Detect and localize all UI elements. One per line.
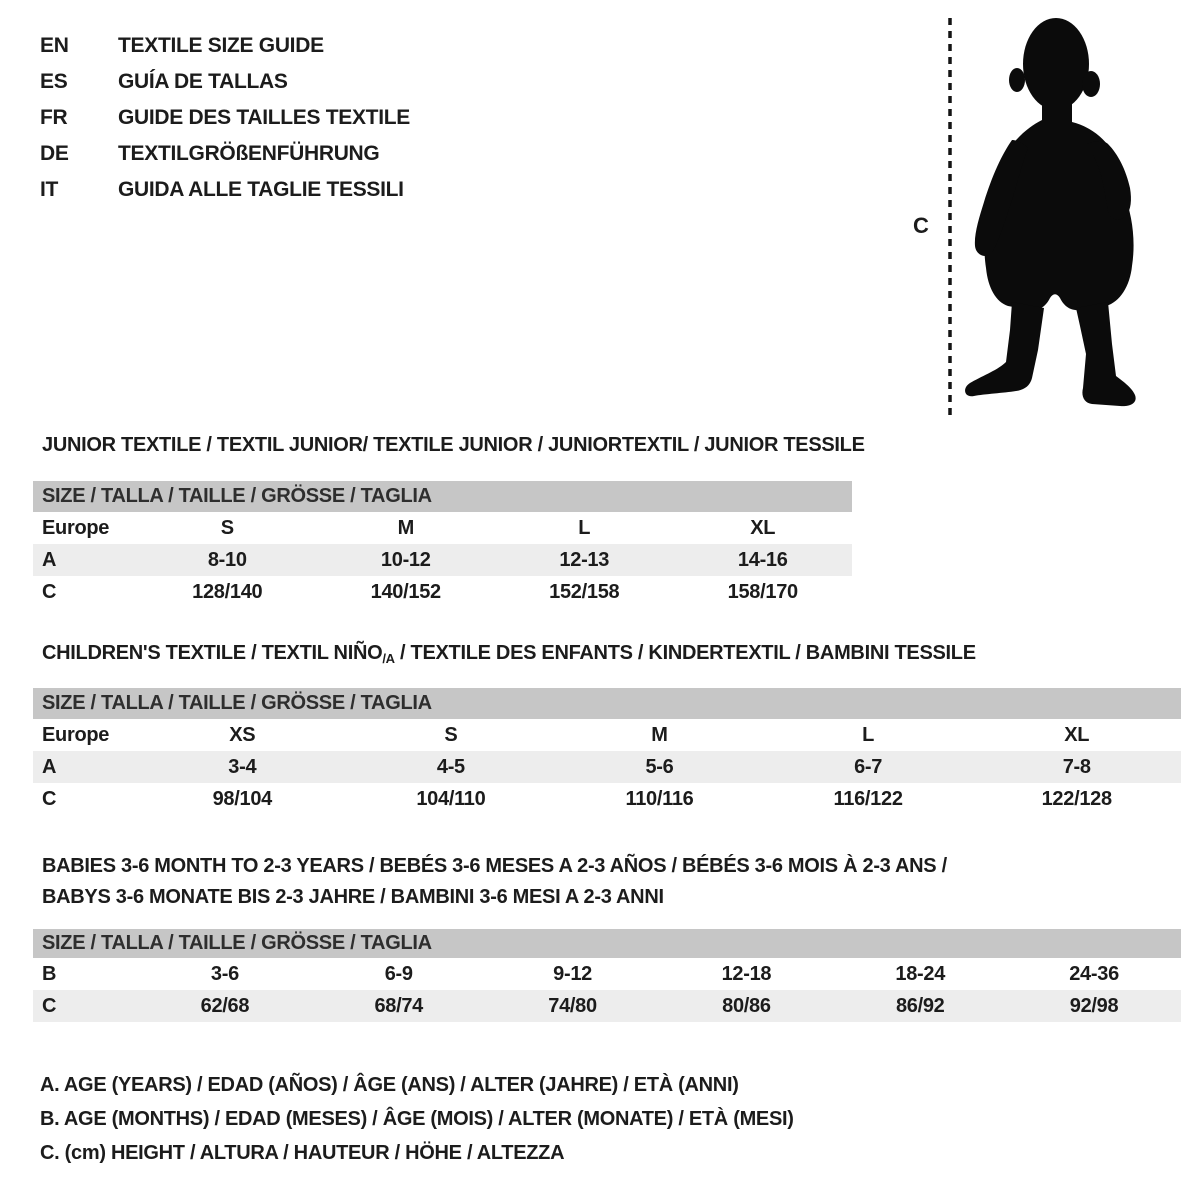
- col-header: M: [397, 516, 414, 539]
- language-code: EN: [40, 34, 69, 57]
- children-height-row: [33, 783, 1181, 815]
- children-title-suffix: / TEXTILE DES ENFANTS / KINDERTEXTIL / BAMBINI TESSILE: [394, 642, 976, 664]
- table-cell: 74/80: [548, 994, 597, 1017]
- table-cell: 12-18: [721, 962, 772, 985]
- row-label: B: [42, 962, 57, 985]
- language-title: TEXTILGRÖßENFÜHRUNG: [118, 142, 380, 165]
- babies-title-line1: BABIES 3-6 MONTH TO 2-3 YEARS / BEBÉS 3-6 MESES A 2-3 AÑOS / BÉBÉS 3-6 MOIS À 2-3 ANS /: [42, 855, 947, 877]
- junior-size-table: [33, 481, 852, 608]
- height-measure-label: C: [913, 213, 929, 238]
- row-label: Europe: [42, 723, 110, 746]
- language-row: [40, 28, 410, 64]
- table-cell: 122/128: [1041, 787, 1112, 810]
- babies-age-row: [33, 958, 1181, 990]
- table-cell: 86/92: [895, 994, 945, 1017]
- table-cell: 3-6: [210, 962, 239, 985]
- language-code: IT: [40, 178, 59, 201]
- table-cell: 110/116: [625, 787, 694, 810]
- col-header: L: [578, 516, 591, 539]
- col-header: M: [651, 723, 668, 746]
- toddler-silhouette-icon: [960, 14, 1140, 423]
- table-cell: 158/170: [727, 580, 798, 603]
- table-cell: 9-12: [553, 962, 592, 985]
- col-header: S: [220, 516, 234, 539]
- footnote-age-months: B. AGE (MONTHS) / EDAD (MESES) / ÂGE (MOIS) / ALTER (MONATE) / ETÀ (MESI): [40, 1108, 794, 1130]
- language-code: DE: [40, 142, 69, 165]
- col-header: S: [444, 723, 458, 746]
- babies-size-header-bar: SIZE / TALLA / TAILLE / GRÖSSE / TAGLIA: [33, 929, 1181, 958]
- table-cell: 3-4: [228, 755, 257, 778]
- table-cell: 62/68: [200, 994, 250, 1017]
- language-row: [40, 172, 410, 208]
- babies-section-title: [42, 851, 947, 913]
- language-row: [40, 64, 410, 100]
- table-cell: 116/122: [833, 787, 903, 810]
- junior-size-header-bar: SIZE / TALLA / TAILLE / GRÖSSE / TAGLIA: [33, 481, 852, 512]
- footnote-height-cm: C. (cm) HEIGHT / ALTURA / HAUTEUR / HÖHE / ALTEZZA: [40, 1142, 565, 1164]
- table-cell: 10-12: [380, 548, 431, 571]
- babies-title-line2: BABYS 3-6 MONATE BIS 2-3 JAHRE / BAMBINI 3-6 MESI A 2-3 ANNI: [42, 886, 664, 908]
- table-cell: 12-13: [559, 548, 610, 571]
- junior-age-row: [33, 544, 852, 576]
- table-cell: 128/140: [192, 580, 263, 603]
- table-cell: 8-10: [207, 548, 247, 571]
- language-title-list: [40, 28, 410, 208]
- col-header: XL: [1064, 723, 1090, 746]
- babies-size-table: [33, 929, 1181, 1022]
- children-size-table: [33, 688, 1181, 815]
- children-age-row: [33, 751, 1181, 783]
- language-title: GUÍA DE TALLAS: [118, 70, 288, 93]
- table-cell: 5-6: [645, 755, 674, 778]
- table-cell: 6-9: [384, 962, 413, 985]
- table-cell: 152/158: [549, 580, 620, 603]
- table-cell: 140/152: [370, 580, 441, 603]
- language-title: GUIDE DES TAILLES TEXTILE: [118, 106, 410, 129]
- col-header: L: [862, 723, 875, 746]
- children-title-prefix: CHILDREN'S TEXTILE / TEXTIL NIÑO: [42, 642, 383, 664]
- table-cell: 14-16: [737, 548, 788, 571]
- row-label: C: [42, 787, 57, 810]
- language-code: FR: [40, 106, 68, 129]
- children-columns-row: [33, 719, 1181, 751]
- col-header: XL: [750, 516, 776, 539]
- babies-height-row: [33, 990, 1181, 1022]
- table-cell: 4-5: [436, 755, 465, 778]
- height-measure-dashed-line: [947, 18, 953, 421]
- table-cell: 104/110: [416, 787, 486, 810]
- language-code: ES: [40, 70, 68, 93]
- row-label: Europe: [42, 516, 110, 539]
- table-cell: 6-7: [854, 755, 883, 778]
- row-label: C: [42, 580, 57, 603]
- language-title: TEXTILE SIZE GUIDE: [118, 34, 324, 57]
- children-title-sub: /A: [382, 651, 395, 666]
- junior-section-title: JUNIOR TEXTILE / TEXTIL JUNIOR/ TEXTILE JUNIOR / JUNIORTEXTIL / JUNIOR TESSILE: [42, 434, 865, 456]
- children-section-title: [42, 641, 976, 671]
- junior-columns-row: [33, 512, 852, 544]
- row-label: C: [42, 994, 57, 1017]
- table-cell: 68/74: [374, 994, 424, 1017]
- children-size-header-bar: SIZE / TALLA / TAILLE / GRÖSSE / TAGLIA: [33, 688, 1181, 719]
- language-title: GUIDA ALLE TAGLIE TESSILI: [118, 178, 404, 201]
- table-cell: 18-24: [895, 962, 946, 985]
- col-header: XS: [229, 723, 256, 746]
- row-label: A: [42, 548, 57, 571]
- language-row: [40, 136, 410, 172]
- table-cell: 98/104: [212, 787, 272, 810]
- language-row: [40, 100, 410, 136]
- footnote-legend: [40, 1068, 794, 1170]
- table-cell: 7-8: [1062, 755, 1091, 778]
- junior-height-row: [33, 576, 852, 608]
- row-label: A: [42, 755, 57, 778]
- table-cell: 24-36: [1069, 962, 1119, 985]
- table-cell: 80/86: [722, 994, 771, 1017]
- table-cell: 92/98: [1069, 994, 1119, 1017]
- footnote-age-years: A. AGE (YEARS) / EDAD (AÑOS) / ÂGE (ANS) / ALTER (JAHRE) / ETÀ (ANNI): [40, 1074, 739, 1096]
